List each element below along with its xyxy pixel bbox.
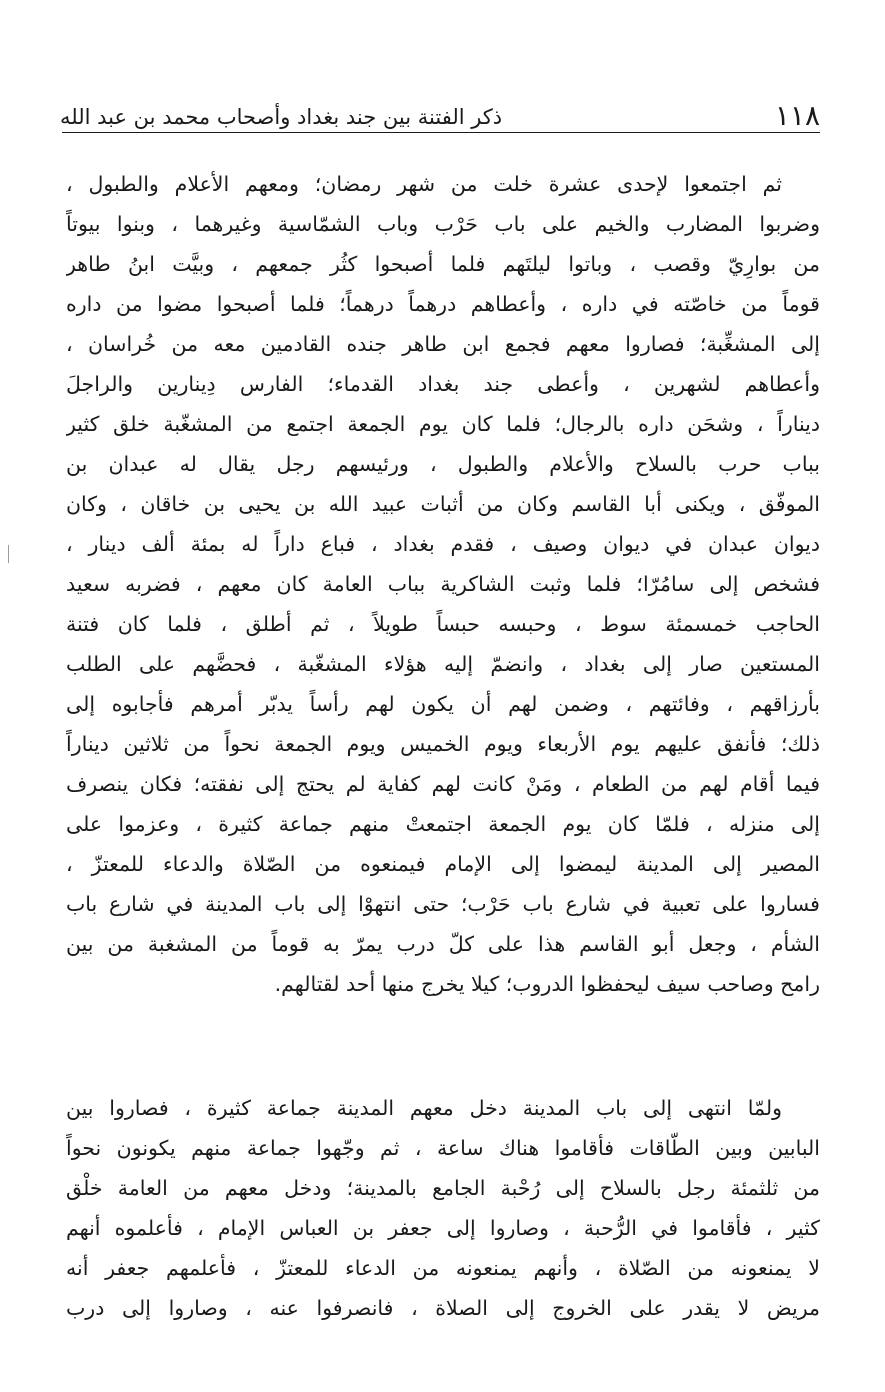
- text-line: من ثلثمئة رجل بالسلاح إلى رُحْبة الجامع بالمدينة؛ ودخل معهم من العامة خلْق: [66, 1176, 820, 1200]
- paragraph-2: [66, 1088, 820, 1328]
- text-line: فشخص إلى سامُرّا؛ فلما وثبت الشاكرية بباب العامة كان معهم ، فضربه سعيد: [66, 572, 820, 596]
- text-line: المصير إلى المدينة ليمضوا إلى الإمام فيمنعوه من الصّلاة والدعاء للمعتزّ ،: [66, 852, 820, 876]
- text-line: ديوان عبدان في ديوان وصيف ، فقدم بغداد ، فباع داراً له بمئة ألف دينار ،: [66, 532, 820, 556]
- header-rule: [62, 132, 820, 133]
- text-line: مريض لا يقدر على الخروج إلى الصلاة ، فانصرفوا عنه ، وصاروا إلى درب: [66, 1296, 820, 1320]
- text-line: البابين وبين الطّاقات فأقاموا هناك ساعة ، ثم وجّهوا جماعة منهم يكونون نحواً: [66, 1136, 820, 1160]
- text-line: قوماً من خاصّته في داره ، وأعطاهم درهماً درهماً؛ فلما أصبحوا مضوا من داره: [66, 292, 820, 316]
- running-head: [60, 86, 820, 130]
- text-line: لا يمنعونه من الصّلاة ، وأنهم يمنعونه من الدعاء للمعتزّ ، فأعلمهم جعفر أنه: [66, 1256, 820, 1280]
- text-line: فيما أقام لهم من الطعام ، ومَنْ كانت لهم كفاية لم يحتج إلى نفقته؛ فكان ينصرف: [66, 772, 820, 796]
- text-line: ولمّا انتهى إلى باب المدينة دخل معهم المدينة جماعة كثيرة ، فصاروا بين: [66, 1096, 782, 1120]
- text-line: المستعين صار إلى بغداد ، وانضمّ إليه هؤلاء المشغّبة ، فحضَّهم على الطلب: [66, 652, 820, 676]
- text-line: الحاجب خمسمئة سوط ، وحبسه حبساً طويلاً ، ثم أطلق ، فلما كان فتنة: [66, 612, 820, 636]
- text-line: ذلك؛ فأنفق عليهم يوم الأربعاء ويوم الخميس ويوم الجمعة نحواً من ثلاثين ديناراً: [66, 732, 820, 756]
- text-line: ديناراً ، وشحَن داره بالرجال؛ فلما كان يوم الجمعة اجتمع من المشغّبة خلق كثير: [66, 412, 820, 436]
- text-line: رامح وصاحب سيف ليحفظوا الدروب؛ كيلا يخرج منها أحد لقتالهم.: [274, 972, 820, 996]
- running-head-title: ذكر الفتنة بين جند بغداد وأصحاب محمد بن عبد الله: [60, 105, 503, 129]
- paragraph-1: [66, 164, 820, 1004]
- text-line: بباب حرب بالسلاح والأعلام والطبول ، ورئيسهم رجل يقال له عبدان بن: [66, 452, 820, 476]
- text-line: من بوارِيّ وقصب ، وباتوا ليلتَهم فلما أصبحوا كثُر جمعهم ، وبيَّت ابنُ طاهر: [66, 252, 820, 276]
- text-line: الشأم ، وجعل أبو القاسم هذا على كلّ درب يمرّ به قوماً من المشغبة من بين: [66, 932, 820, 956]
- text-line: وضربوا المضارب والخيم على باب حَرْب وباب الشمّاسية وغيرهما ، وبنوا بيوتاً: [66, 212, 820, 236]
- margin-mark: [8, 545, 9, 563]
- text-line: إلى منزله ، فلمّا كان يوم الجمعة اجتمعتْ منهم جماعة كثيرة ، وعزموا على: [66, 812, 820, 836]
- text-line: بأرزاقهم ، وفائتهم ، وضمن لهم أن يكون لهم رأساً يدبّر أمرهم فأجابوه إلى: [66, 692, 820, 716]
- text-line: ثم اجتمعوا لإحدى عشرة خلت من شهر رمضان؛ ومعهم الأعلام والطبول ،: [66, 172, 782, 196]
- text-line: الموفّق ، ويكنى أبا القاسم وكان من أثبات عبيد الله بن يحيى بن خاقان ، وكان: [66, 492, 820, 516]
- text-line: فساروا على تعبية في شارع باب حَرْب؛ حتى انتهوْا إلى باب المدينة في شارع باب: [66, 892, 820, 916]
- text-line: كثير ، فأقاموا في الرُّحبة ، وصاروا إلى جعفر بن العباس الإمام ، فأعلموه أنهم: [66, 1216, 820, 1240]
- text-line: إلى المشغِّبة؛ فصاروا معهم فجمع ابن طاهر جنده القادمين معه من خُراسان ،: [66, 332, 820, 356]
- page-number: ١١٨: [774, 99, 820, 132]
- text-line: وأعطاهم لشهرين ، وأعطى جند بغداد القدماء؛ الفارس دِينارين والراجلَ: [66, 372, 820, 396]
